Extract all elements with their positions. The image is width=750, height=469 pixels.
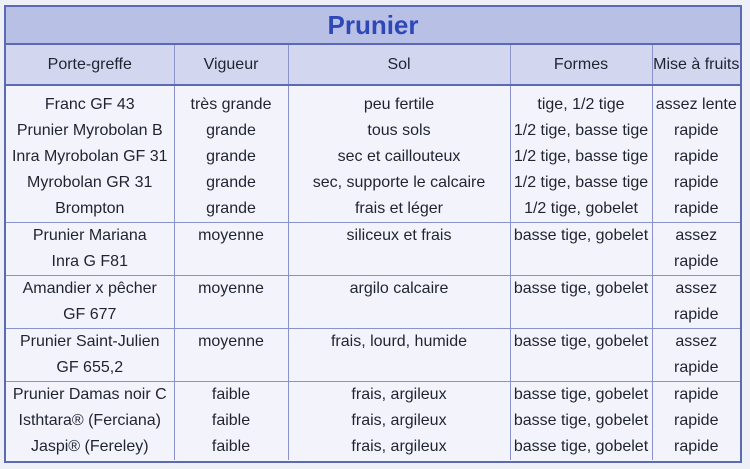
cell-porte-greffe [6,276,174,329]
cell-line: moyenne [198,227,264,244]
cell-line: basse tige, gobelet [513,333,649,350]
cell-line: moyenne [198,333,264,350]
cell-line: rapide [674,386,719,403]
header-row [6,45,740,85]
cell-line: rapide [674,438,719,455]
cell-line: moyenne [198,280,264,297]
table-row [6,85,740,223]
cell-line: tige, 1/2 tige [537,96,625,113]
cell-line: rapide [674,174,719,191]
cell-line: 1/2 tige, basse tige [513,122,649,139]
cell-line: assez [675,227,718,244]
cell-line: Inra G F81 [51,253,128,270]
cell-line: siliceux et frais [346,227,452,244]
header-mise-a-fruits: Mise à fruits [652,45,740,85]
cell-line: basse tige, gobelet [513,412,649,429]
cell-line: sec et caillouteux [337,148,461,165]
cell-porte-greffe [6,382,174,461]
cell-line: rapide [674,122,719,139]
header-vigueur: Vigueur [174,45,288,85]
cell-line: rapide [674,359,719,376]
table-row [6,329,740,382]
cell-line: grande [206,122,256,139]
cell-line: Franc GF 43 [44,96,135,113]
header-porte-greffe: Porte-greffe [6,45,174,85]
rootstock-table [6,45,740,460]
cell-line: sec, supporte le calcaire [312,174,486,191]
cell-mise-a-fruits [652,223,740,276]
cell-line: frais, argileux [351,386,447,403]
cell-line: 1/2 tige, basse tige [513,148,649,165]
cell-line: Brompton [55,200,125,217]
table-row [6,276,740,329]
cell-line: rapide [674,253,719,270]
cell-formes [510,382,652,461]
title-bar [6,7,740,45]
cell-line: 1/2 tige, gobelet [524,200,638,217]
cell-line: Prunier Myrobolan B [16,122,163,139]
cell-formes [510,329,652,382]
cell-line: très grande [190,96,272,113]
cell-line: argilo calcaire [349,280,449,297]
cell-line: grande [206,148,256,165]
cell-line: frais, argileux [351,412,447,429]
cell-line: Prunier Mariana [32,227,147,244]
table-row [6,382,740,461]
cell-line: faible [211,386,251,403]
cell-mise-a-fruits [652,276,740,329]
cell-line: Prunier Damas noir C [12,386,167,403]
cell-vigueur [174,85,288,223]
cell-line: frais, lourd, humide [330,333,468,350]
cell-sol [288,382,510,461]
cell-mise-a-fruits [652,85,740,223]
cell-line: frais, argileux [351,438,447,455]
table-title: Prunier [327,9,419,40]
cell-line: faible [211,412,251,429]
cell-line: Jaspi® (Fereley) [30,438,149,455]
cell-line: Inra Myrobolan GF 31 [11,148,168,165]
cell-line: frais et léger [354,200,444,217]
cell-sol [288,223,510,276]
cell-sol [288,276,510,329]
cell-line: tous sols [367,122,431,139]
cell-line: 1/2 tige, basse tige [513,174,649,191]
cell-line: faible [211,438,251,455]
cell-line: Myrobolan GR 31 [27,174,153,191]
cell-line: assez lente [655,96,737,113]
cell-line: rapide [674,306,719,323]
cell-mise-a-fruits [652,329,740,382]
cell-vigueur [174,276,288,329]
cell-line: Amandier x pêcher [22,280,157,297]
cell-vigueur [174,329,288,382]
cell-sol [288,329,510,382]
cell-porte-greffe [6,85,174,223]
cell-sol [288,85,510,223]
cell-mise-a-fruits [652,382,740,461]
cell-formes [510,276,652,329]
cell-line: Prunier Saint-Julien [19,333,160,350]
cell-line: GF 677 [63,306,117,323]
table-row [6,223,740,276]
cell-line: rapide [674,148,719,165]
cell-line: basse tige, gobelet [513,438,649,455]
table-frame [4,5,742,463]
cell-vigueur [174,223,288,276]
cell-vigueur [174,382,288,461]
cell-line: peu fertile [363,96,435,113]
cell-line: grande [206,174,256,191]
header-sol: Sol [288,45,510,85]
cell-porte-greffe [6,329,174,382]
cell-line: assez [675,333,718,350]
cell-line: assez [675,280,718,297]
cell-line: basse tige, gobelet [513,227,649,244]
header-formes: Formes [510,45,652,85]
cell-line: basse tige, gobelet [513,386,649,403]
cell-line: basse tige, gobelet [513,280,649,297]
cell-line: GF 655,2 [56,359,124,376]
cell-line: rapide [674,200,719,217]
cell-formes [510,85,652,223]
cell-porte-greffe [6,223,174,276]
cell-line: Isthtara® (Ferciana) [18,412,161,429]
cell-line: grande [206,200,256,217]
cell-line: rapide [674,412,719,429]
cell-formes [510,223,652,276]
